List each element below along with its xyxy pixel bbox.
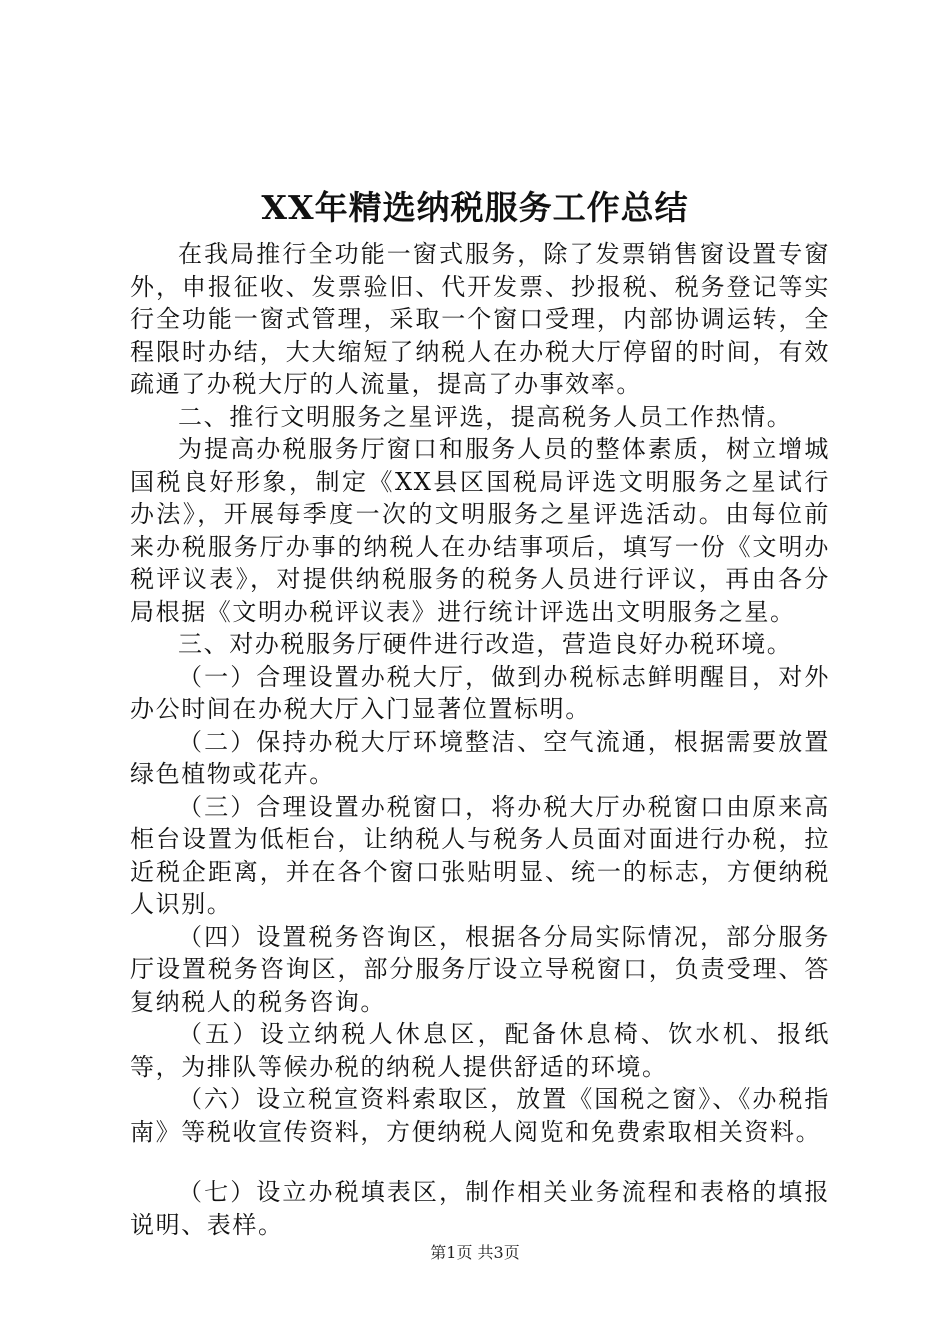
paragraph-one-window-service: 在我局推行全功能一窗式服务，除了发票销售窗设置专窗外，申报征收、发票验旧、代开发票、抄报税、税务登记等实行全功能一窗式管理，采取一个窗口受理，内部协调运转，全程限时办结，大大缩短了纳税人在办税大厅停留的时间，有效疏通了办税大厅的人流量，提高了办事效率。 bbox=[130, 240, 830, 398]
heading-civilized-service-star: 二、推行文明服务之星评选，提高税务人员工作热情。 bbox=[178, 402, 793, 431]
list-item-materials-area: （六）设立税宣资料索取区，放置《国税之窗》、《办税指南》等税收宣传资料，方便纳税人阅览和免费索取相关资料。 bbox=[130, 1085, 830, 1146]
list-item-hall-environment: （二）保持办税大厅环境整洁、空气流通，根据需要放置绿色植物或花卉。 bbox=[130, 727, 830, 788]
heading-hardware-renovation: 三、对办税服务厅硬件进行改造，营造良好办税环境。 bbox=[178, 630, 793, 658]
list-item-service-windows: （三）合理设置办税窗口，将办税大厅办税窗口由原来高柜台设置为低柜台，让纳税人与税务人员面对面进行办税，拉近税企距离，并在各个窗口张贴明显、统一的标志，方便纳税人识别。 bbox=[130, 792, 830, 918]
page-number-footer: 第1页 共3页 bbox=[430, 1243, 520, 1262]
list-item-form-filling-area: （七）设立办税填表区，制作相关业务流程和表格的填报说明、表样。 bbox=[130, 1178, 830, 1239]
paragraph-service-star-selection: 为提高办税服务厅窗口和服务人员的整体素质，树立增城国税良好形象，制定《XX县区国税局评选文明服务之星试行办法》，开展每季度一次的文明服务之星评选活动。由每位前来办税服务厅办事的纳税人在办结事项后，填写一份《文明办税评议表》，对提供纳税服务的税务人员进行评议，再由各分局根据《文明办税评议表》进行统计评选出文明服务之星。 bbox=[130, 435, 830, 626]
list-item-rest-area: （五）设立纳税人休息区，配备休息椅、饮水机、报纸等，为排队等候办税的纳税人提供舒适的环境。 bbox=[130, 1020, 830, 1081]
document-body bbox=[130, 238, 830, 1241]
document-title: XX年精选纳税服务工作总结 bbox=[261, 188, 689, 227]
list-item-consultation-area: （四）设置税务咨询区，根据各分局实际情况，部分服务厅设置税务咨询区，部分服务厅设立导税窗口，负责受理、答复纳税人的税务咨询。 bbox=[130, 922, 830, 1016]
list-item-hall-setup: （一）合理设置办税大厅，做到办税标志鲜明醒目，对外办公时间在办税大厅入门显著位置标明。 bbox=[130, 662, 830, 723]
